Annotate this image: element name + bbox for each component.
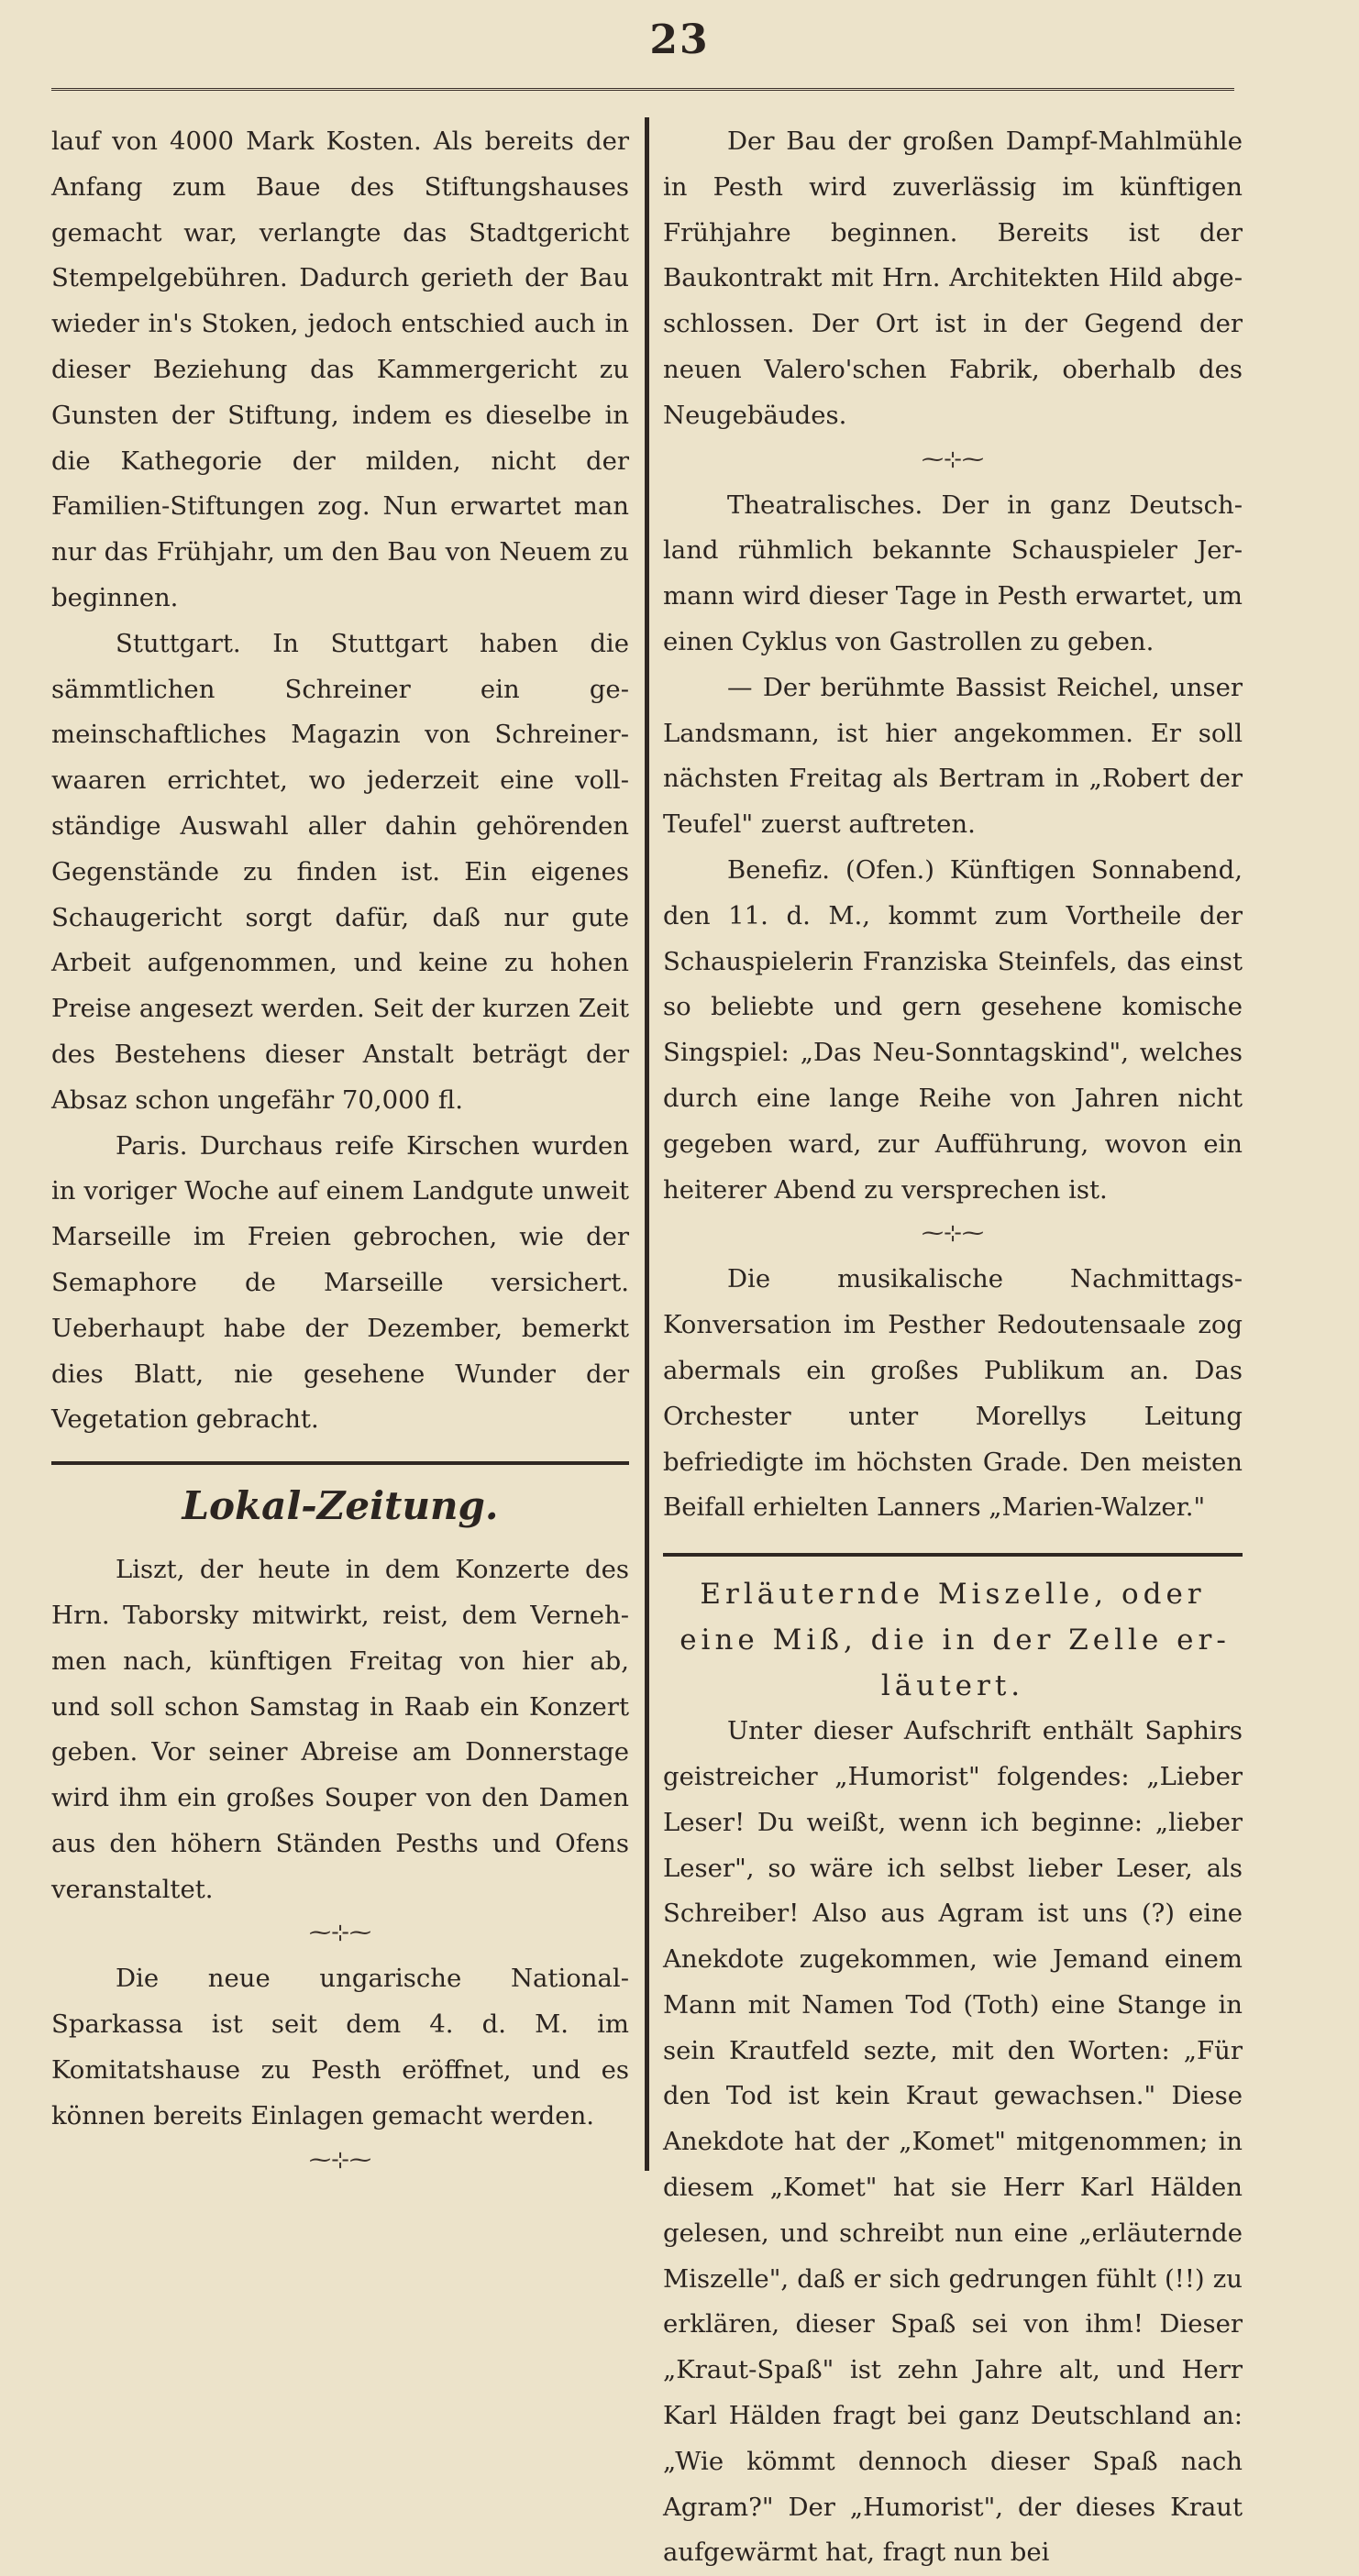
section-rule	[51, 1461, 629, 1465]
article-sparkassa: Die neue ungarische National-Sparkassa ist seit dem 4. d. M. im Komitatshause zu Pesth eröffnet, und es können bereits Einlagen gemacht werden.	[51, 1964, 629, 2130]
header-rule	[51, 88, 1234, 91]
article-dampfmuehle: Der Bau der großen Dampf-Mahlmühle in Pesth wird zuverlässig im künftigen Frühjahre beginnen. Bereits ist der Baukontrakt mit Hrn. Architekten Hild abgeschlossen. Der Ort ist in der Gegend der neuen Valero'schen Fabrik, oberhalb des Neugebäudes.	[663, 127, 1243, 430]
ornament-divider: ⁓⊹⁓	[308, 1920, 372, 1946]
ornament-divider: ⁓⊹⁓	[308, 2146, 372, 2173]
article-konversation: Die musikalische Nachmittags-Konversation im Pesther Redoutensaale zog abermals ein großes Publikum an. Das Orchester unter Morellys Leitung befriedigte im höchsten Grade. Den meisten Beifall erhielten Lanners „Marien-Walzer."	[663, 1264, 1243, 1523]
article-paris: Paris. Durchaus reife Kirschen wurden in voriger Woche auf einem Landgute unweit Marseille im Freien gebrochen, wie der Semaphore de Marseille versichert. Ueberhaupt habe der Dezember, bemerkt dies Blatt, nie gesehene Wunder der Vegetation gebracht.	[51, 1130, 629, 1435]
section-rule	[663, 1553, 1243, 1557]
column-divider	[645, 117, 649, 2171]
ornament-divider: ⁓⊹⁓	[921, 446, 985, 472]
article-reichel: — Der berühmte Bassist Reichel, unser Landsmann, ist hier angekommen. Er soll nächsten Freitag als Bertram in „Robert der Teufel" zuerst auftreten.	[663, 672, 1243, 840]
section-title-lokal-zeitung: Lokal-Zeitung.	[182, 1483, 499, 1529]
article-liszt: Liszt, der heute in dem Konzerte des Hrn. Taborsky mitwirkt, reist, dem Vernehmen nach, künftigen Freitag von hier ab, und soll schon Samstag in Raab ein Konzert geben. Vor seiner Abreise am Donnerstage wird ihm ein großes Souper von den Damen aus den höhern Ständen Pesths und Ofens veranstaltet.	[51, 1555, 629, 1904]
left-column	[51, 119, 629, 2184]
article-theater: Theatralisches. Der in ganz Deutschland rühmlich bekannte Schauspieler Jermann wird dieser Tage in Pesth erwartet, um einen Cyklus von Gastrollen zu geben.	[663, 490, 1243, 656]
article-stuttgart: Stuttgart. In Stuttgart haben die sämmtlichen Schreiner ein gemeinschaftliches Magazin von Schreinerwaaren errichtet, wo jederzeit eine vollständige Auswahl aller dahin gehörenden Gegenstände zu finden ist. Ein eigenes Schaugericht sorgt dafür, daß nur gute Arbeit aufgenommen, und keine zu hohen Preise angesezt werden. Seit der kurzen Zeit des Bestehens dieser Anstalt beträgt der Absaz schon ungefähr 70,000 fl.	[51, 628, 629, 1115]
ornament-divider: ⁓⊹⁓	[921, 1220, 985, 1247]
article-stiftung: lauf von 4000 Mark Kosten. Als bereits der Anfang zum Baue des Stiftungshauses gemacht war, verlangte das Stadtgericht Stempelgebühren. Dadurch gerieth der Bau wieder in's Stoken, jedoch entschied auch in dieser Beziehung das Kammergericht zu Gunsten der Stiftung, indem es dieselbe in die Kathegorie der milden, nicht der Familien-Stiftungen zog. Nun erwartet man nur das Frühjahr, um den Bau von Neuem zu beginnen.	[51, 127, 629, 612]
right-column	[663, 119, 1243, 2576]
page-number: 23	[649, 17, 710, 63]
miszelle-title: Erläuternde Miszelle, oder eine Miß, die in der Zelle erläutert.	[680, 1578, 1226, 1703]
article-miszelle: Unter dieser Aufschrift enthält Saphirs geistreicher „Humorist" folgendes: „Lieber Leser! Du weißt, wenn ich beginne: „lieber Leser", so wäre ich selbst lieber Leser, als Schreiber! Also aus Agram ist uns (?) eine Anekdote zugekommen, wie Jemand einem Mann mit Namen Tod (Toth) eine Stange in sein Krautfeld sezte, mit den Worten: „Für den Tod ist kein Kraut gewachsen." Diese Anekdote hat der „Komet" mitgenommen; in diesem „Komet" hat sie Herr Karl Hälden gelesen, und schreibt nun eine „erläuternde Miszelle", daß er sich gedrungen fühlt (!!) zu erklären, dieser Spaß sei von ihm! Dieser „Kraut-Spaß" ist zehn Jahre alt, und Herr Karl Hälden fragt bei ganz Deutschland an: „Wie kömmt dennoch dieser Spaß nach Agram?" Der „Humorist", der dieses Kraut aufgewärmt hat, fragt nun bei	[663, 1716, 1243, 2568]
miszelle-heading	[663, 1571, 1243, 1709]
article-benefiz: Benefiz. (Ofen.) Künftigen Sonnabend, den 11. d. M., kommt zum Vortheile der Schauspielerin Franziska Steinfels, das einst so beliebte und gern gesehene komische Singspiel: „Das Neu-Sonntagskind", welches durch eine lange Reihe von Jahren nicht gegeben ward, zur Aufführung, wovon ein heiterer Abend zu versprechen ist.	[663, 854, 1243, 1205]
